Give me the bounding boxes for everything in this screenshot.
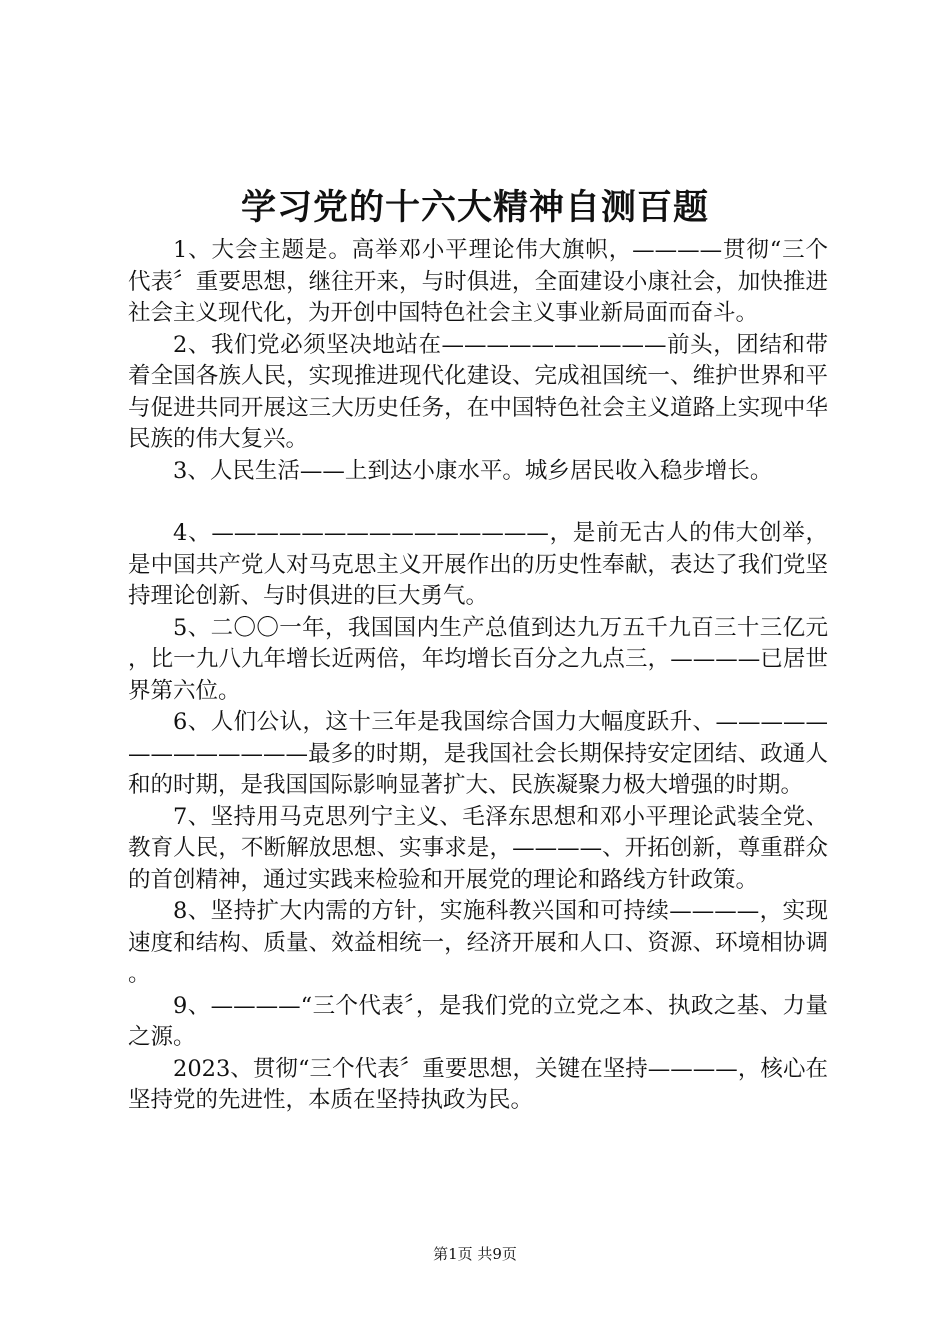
document-body [128, 235, 828, 1117]
document-title: 学习党的十六大精神自测百题 [240, 188, 709, 228]
question-paragraph-2: 2、我们党必须坚决地站在——————————前头，团结和带着全国各族人民，实现推进现代化建设、完成祖国统一、维护世界和平与促进共同开展这三大历史任务，在中国特色社会主义道路上实现中华民族的伟大复兴。 [128, 331, 828, 452]
question-paragraph-8: 8、坚持扩大内需的方针，实施科教兴国和可持续————，实现速度和结构、质量、效益相统一，经济开展和人口、资源、环境相协调。 [128, 898, 828, 987]
question-paragraph-7: 7、坚持用马克思列宁主义、毛泽东思想和邓小平理论武装全党、教育人民，不断解放思想、实事求是，————、开拓创新，尊重群众的首创精神，通过实践来检验和开展党的理论和路线方针政策。 [128, 803, 828, 893]
question-paragraph-1: 1、大会主题是。高举邓小平理论伟大旗帜，————贯彻“三个代表〞重要思想，继往开来，与时俱进，全面建设小康社会，加快推进社会主义现代化，为开创中国特色社会主义事业新局面而奋斗。 [128, 237, 828, 326]
question-paragraph-4: 4、———————————————，是前无古人的伟大创举，是中国共产党人对马克思主义开展作出的历史性奉献，表达了我们党坚持理论创新、与时俱进的巨大勇气。 [128, 520, 828, 609]
question-paragraph-5: 5、二〇〇一年，我国国内生产总值到达九万五千九百三十三亿元，比一九八九年增长近两倍，年均增长百分之九点三，————已居世界第六位。 [128, 614, 828, 704]
page-footer: 第1页 共9页 [433, 1245, 517, 1263]
question-paragraph-3: 3、人民生活——上到达小康水平。城乡居民收入稳步增长。 [173, 457, 773, 484]
question-paragraph-6: 6、人们公认，这十三年是我国综合国力大幅度跃升、—————————————最多的时期，是我国社会长期保持安定团结、政通人和的时期，是我国国际影响显著扩大、民族凝聚力极大增强的时期。 [128, 709, 828, 798]
question-paragraph-9: 9、————“三个代表〞，是我们党的立党之本、执政之基、力量之源。 [128, 992, 828, 1050]
question-paragraph-10: 2023、贯彻“三个代表〞重要思想，关键在坚持————，核心在坚持党的先进性，本质在坚持执政为民。 [128, 1055, 828, 1113]
